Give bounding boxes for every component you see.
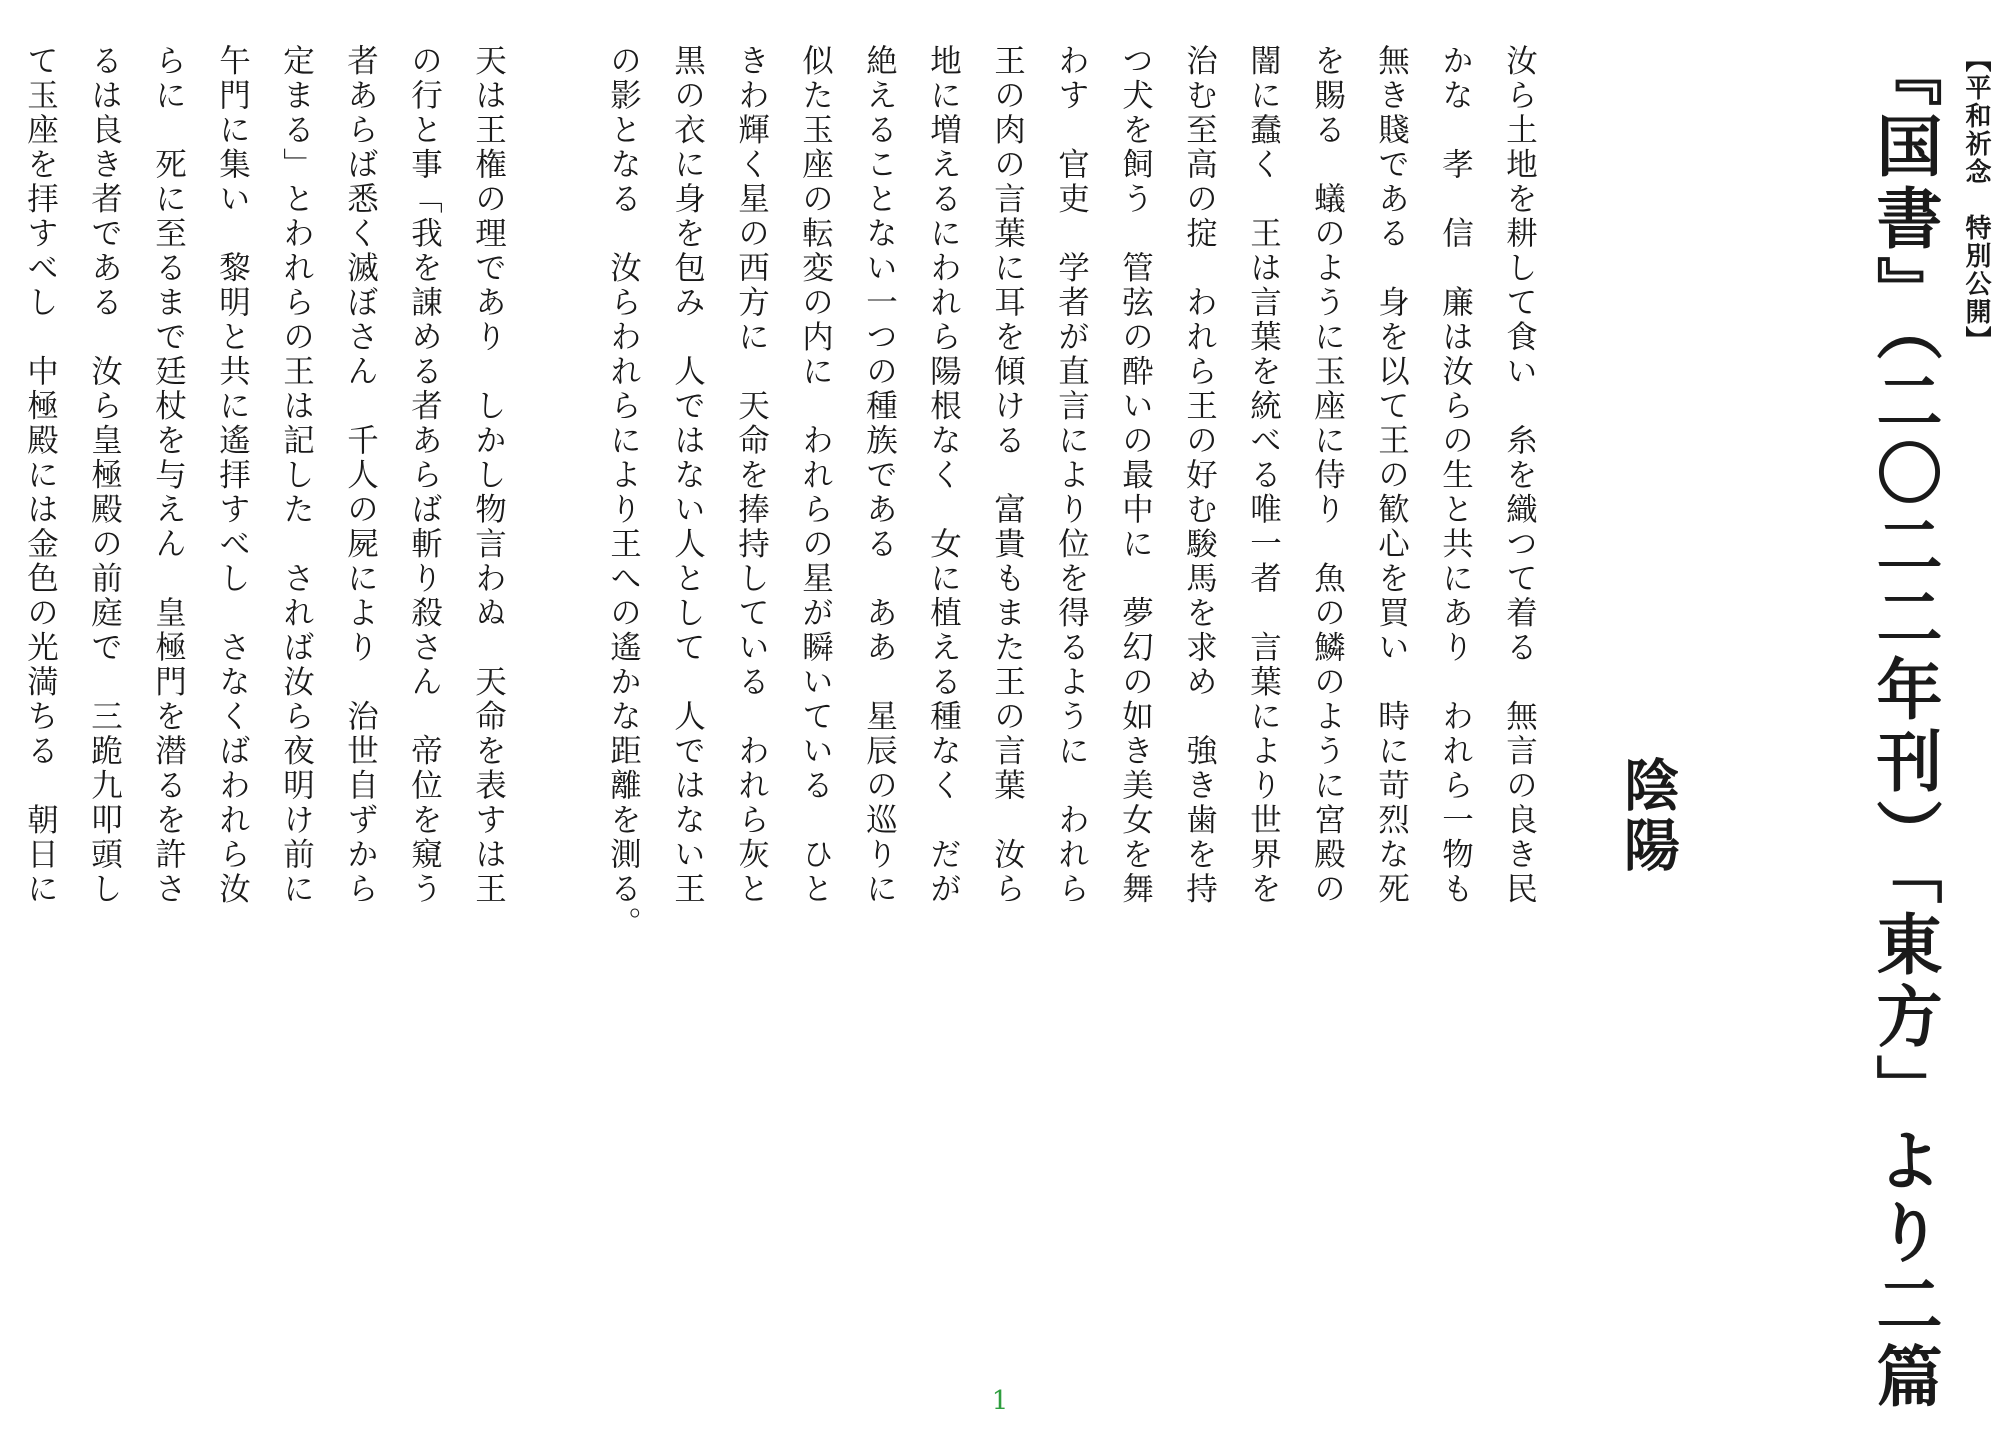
- poem-line: 黒の衣に身を包み 人ではない人として 人ではない王: [669, 44, 706, 907]
- poem-line: 治む至高の掟 われら王の好む駿馬を求め 強き歯を持: [1181, 44, 1218, 907]
- poem-line: の行と事「我を諌める者あらば斬り殺さん 帝位を窺う: [406, 44, 443, 907]
- poem-title: 陰陽: [1615, 756, 1681, 876]
- poem-line: らに 死に至るまで廷杖を与えん 皇極門を潜るを許さ: [150, 44, 187, 907]
- poem-line: 地に増えるにわれら陽根なく 女に植える種なく だが: [925, 44, 962, 907]
- poem-line: わす 官吏 学者が直言により位を得るように われら: [1053, 44, 1090, 907]
- poem-line: て玉座を拝すべし 中極殿には金色の光満ちる 朝日に: [22, 44, 59, 907]
- poem-line: 午門に集い 黎明と共に遙拝すべし さなくばわれら汝: [214, 44, 251, 907]
- poem-line: 無き賤である 身を以て王の歓心を買い 時に苛烈な死: [1373, 44, 1410, 907]
- poem-line: 王の肉の言葉に耳を傾ける 富貴もまた王の言葉 汝ら: [989, 44, 1026, 907]
- poem-line: 天は王権の理であり しかし物言わぬ 天命を表すは王: [470, 44, 507, 907]
- poem-line: 似た玉座の転変の内に われらの星が瞬いている ひと: [797, 44, 834, 907]
- poem-line: 汝ら土地を耕して食い 糸を織つて着る 無言の良き民: [1501, 44, 1538, 907]
- poem-line: きわ輝く星の西方に 天命を捧持している われら灰と: [733, 44, 770, 907]
- poem-line: 絶えることない一つの種族である ああ 星辰の巡りに: [861, 44, 898, 907]
- poem-line: 者あらば悉く滅ぼさん 千人の屍により 治世自ずから: [342, 44, 379, 907]
- poem-line: るは良き者である 汝ら皇極殿の前庭で 三跪九叩頭し: [86, 44, 123, 907]
- poem-line: 闇に蠢く 王は言葉を統べる唯一者 言葉により世界を: [1245, 44, 1282, 907]
- poem-line: を賜る 蟻のように玉座に侍り 魚の鱗のように宮殿の: [1309, 44, 1346, 907]
- book-title: 『国書』（二〇二二年刊）「東方」より二篇: [1865, 40, 1943, 1414]
- poem-line: の影となる 汝らわれらにより王への遙かな距離を測る。: [605, 44, 642, 941]
- poem-line: つ犬を飼う 管弦の酔いの最中に 夢幻の如き美女を舞: [1117, 44, 1154, 907]
- poem-line: 定まる」とわれらの王は記した されば汝ら夜明け前に: [278, 44, 315, 907]
- special-release-tag: 【平和祈念 特別公開】: [1961, 46, 1991, 354]
- poem-line: かな 孝 信 廉は汝らの生と共にあり われら一物も: [1437, 44, 1474, 907]
- page-number: 1: [991, 1386, 1009, 1416]
